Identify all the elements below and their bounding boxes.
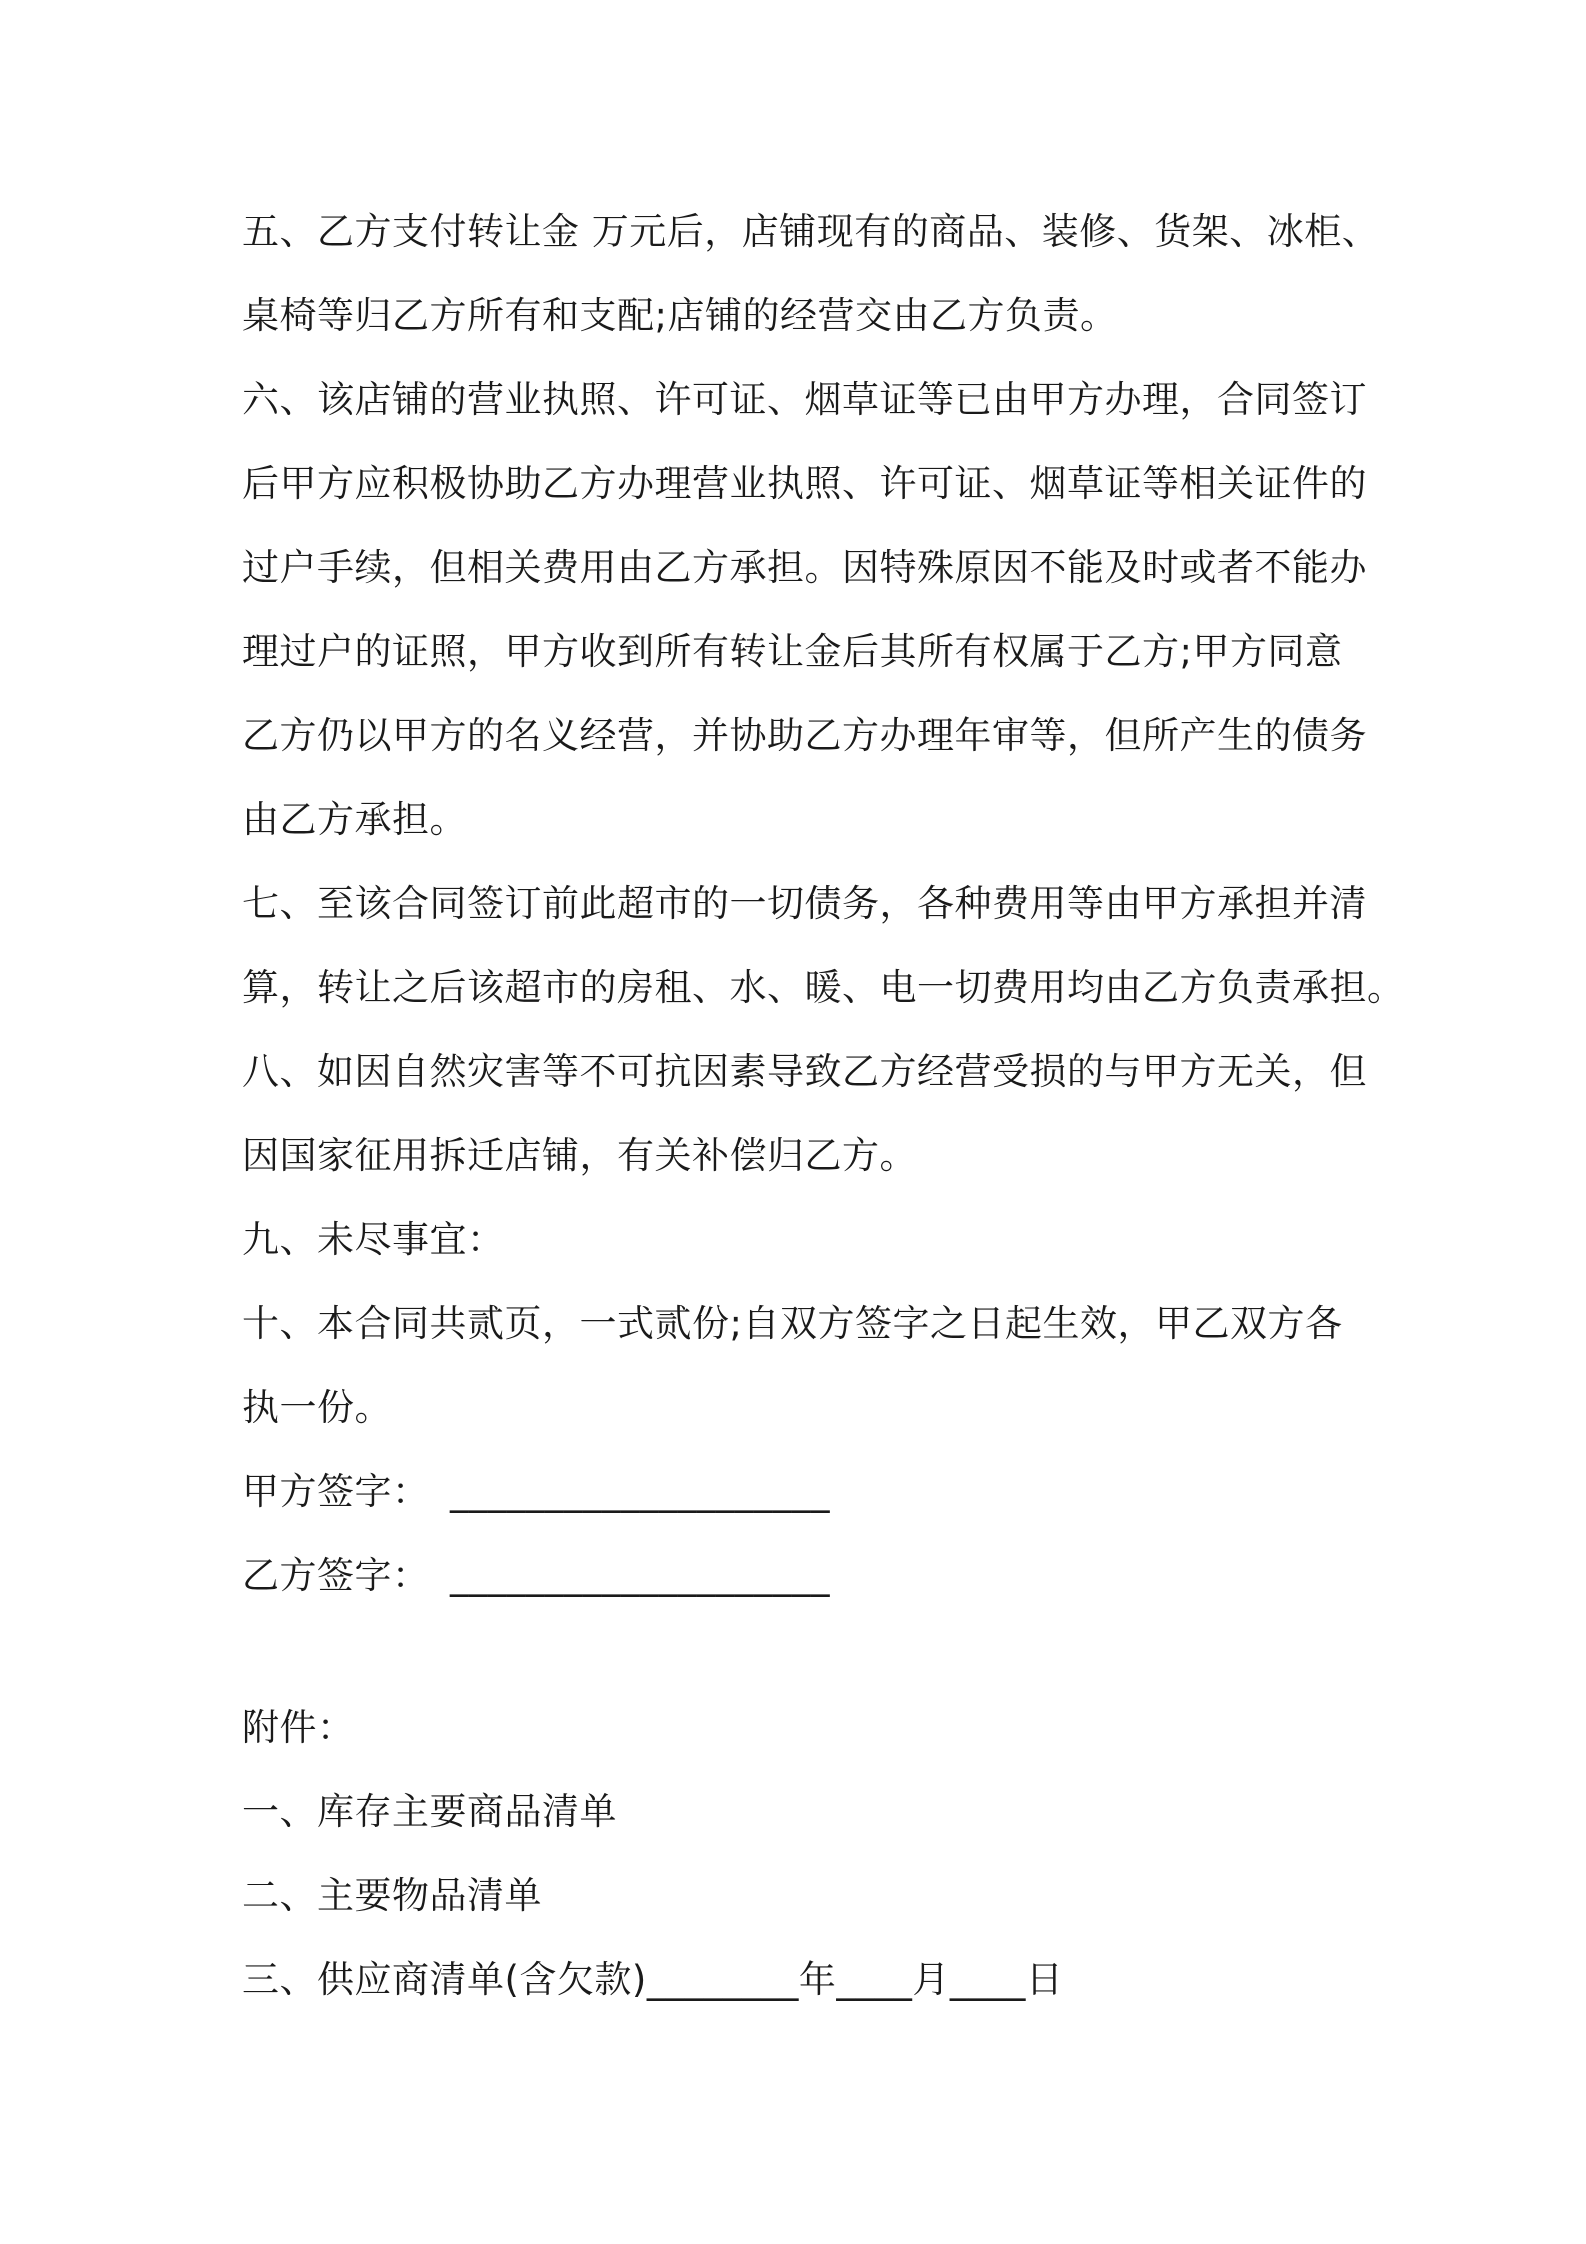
attachment-item: 二、主要物品清单: [242, 1874, 542, 1917]
signature-party-b-label: 乙方签字：: [242, 1554, 430, 1597]
clause-5-line-1: 五、乙方支付转让金 万元后，店铺现有的商品、装修、货架、冰柜、: [242, 210, 1380, 253]
signature-party-a-label: 甲方签字：: [242, 1470, 430, 1513]
clause-8-line-2: 因国家征用拆迁店铺，有关补偿归乙方。: [242, 1134, 917, 1177]
clause-6-line-2: 后甲方应积极协助乙方办理营业执照、许可证、烟草证等相关证件的: [242, 462, 1367, 505]
attachment-item: 一、库存主要商品清单: [242, 1790, 617, 1833]
contract-body: [242, 190, 1405, 2022]
clause-10-line-2: 执一份。: [242, 1386, 392, 1429]
clause-10-line-1: 十、本合同共贰页，一式贰份;自双方签字之日起生效，甲乙双方各: [242, 1302, 1343, 1345]
clause-9-line-1: 九、未尽事宜：: [242, 1218, 505, 1261]
signature-party-a-blank: ____________________: [450, 1470, 830, 1513]
section-spacer: [242, 1618, 1372, 1686]
clause-6-line-6: 由乙方承担。: [242, 798, 467, 841]
clause-6-line-5: 乙方仍以甲方的名义经营，并协助乙方办理年审等，但所产生的债务: [242, 714, 1367, 757]
clause-7-line-1: 七、至该合同签订前此超市的一切债务，各种费用等由甲方承担并清: [242, 882, 1367, 925]
clause-7-line-2: 算，转让之后该超市的房租、水、暖、电一切费用均由乙方负责承担。: [242, 966, 1405, 1009]
clause-5-line-2: 桌椅等归乙方所有和支配;店铺的经营交由乙方负责。: [242, 294, 1118, 337]
signature-party-b-blank: ____________________: [450, 1554, 830, 1597]
clause-8-line-1: 八、如因自然灾害等不可抗因素导致乙方经营受损的与甲方无关，但: [242, 1050, 1367, 1093]
clause-6-line-1: 六、该店铺的营业执照、许可证、烟草证等已由甲方办理，合同签订: [242, 378, 1367, 421]
attachments-title: 附件：: [242, 1706, 355, 1749]
signature-party-a: [242, 1450, 1372, 1534]
clause-6-line-4: 理过户的证照，甲方收到所有转让金后其所有权属于乙方;甲方同意: [242, 630, 1343, 673]
attachment-item: 三、供应商清单(含欠款)________年____月____日: [242, 1958, 1064, 2001]
signature-party-b: [242, 1534, 1372, 1618]
clause-6-line-3: 过户手续，但相关费用由乙方承担。因特殊原因不能及时或者不能办: [242, 546, 1367, 589]
